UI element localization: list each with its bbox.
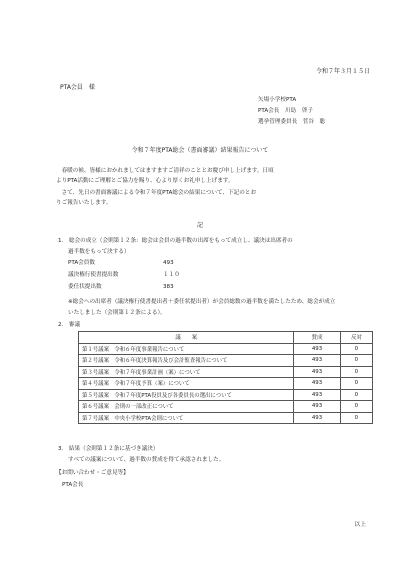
- votes-yes: 493: [294, 378, 340, 390]
- section1-heading: 1. 総会の成立（会則第１２条：総会は会員の過半数の出席をもって成立し、議決は出席者の: [58, 238, 293, 244]
- section3-text: すべての議案について、過半数の賛成を得て承認されました。: [68, 457, 225, 463]
- sender-chair: PTA会長 川島 啓子: [258, 108, 313, 114]
- votes-no: 0: [340, 412, 372, 424]
- closing-mark: 以上: [354, 522, 366, 528]
- agenda-header-row: [79, 332, 373, 344]
- members-label: PTA会員数: [68, 260, 95, 266]
- votes-yes: 493: [294, 343, 340, 355]
- quorum-note-2: いたしました（会則第１２条による）。: [68, 310, 166, 316]
- ki-heading: 記: [196, 222, 203, 229]
- votes-yes: 493: [294, 412, 340, 424]
- proxies-value: 383: [163, 284, 174, 290]
- contact-heading: 【お問い合わせ・ご意見等】: [56, 470, 129, 476]
- sender-committee: 選挙管理委員長 菅谷 聡: [258, 119, 326, 125]
- section3-heading: 3. 結果（会則第１２条に基づき議決）: [58, 446, 159, 452]
- table-row: [79, 366, 373, 378]
- table-row: [79, 401, 373, 413]
- votes-no: 0: [340, 366, 372, 378]
- members-value: 493: [163, 260, 174, 266]
- agenda-item: 第２号議案 令和６年度決算報告及び会計監査報告について: [79, 355, 294, 367]
- votes-no: 0: [340, 343, 372, 355]
- column-header-item: 議 案: [79, 332, 294, 344]
- section2-heading: 2. 審議: [58, 322, 81, 328]
- intro-line-4: りご報告いたします。: [56, 200, 112, 206]
- table-row: [79, 378, 373, 390]
- intro-line-2: よりPTA活動にご理解とご協力を賜り、心より厚くお礼申し上げます。: [56, 178, 234, 184]
- agenda-item: 第４号議案 令和７年度予算（案）について: [79, 378, 294, 390]
- votes-no: 0: [340, 401, 372, 413]
- votes-yes: 493: [294, 401, 340, 413]
- agenda-table: [78, 331, 373, 424]
- table-row: [79, 412, 373, 424]
- document-date: 令和７年３月１５日: [315, 68, 370, 75]
- votes-no: 0: [340, 355, 372, 367]
- intro-line-3: さて、先日の書面審議による令和７年度PTA総会の結果について、下記のとお: [56, 190, 257, 196]
- votes-yes: 493: [294, 366, 340, 378]
- votes-no: 0: [340, 378, 372, 390]
- agenda-item: 第６号議案 会則の一部改正について: [79, 401, 294, 413]
- sender-org: 矢場小学校PTA: [258, 97, 297, 103]
- contact-line: PTA会長: [62, 482, 84, 488]
- addressee: PTA会員 様: [60, 84, 95, 91]
- column-header-no: 反対: [340, 332, 372, 344]
- agenda-item: 第３号議案 令和７年度事業計画（案）について: [79, 366, 294, 378]
- table-row: [79, 389, 373, 401]
- agenda-item: 第１号議案 令和６年度事業報告について: [79, 343, 294, 355]
- table-row: [79, 355, 373, 367]
- section1-heading-cont: 過半数をもって決する）: [68, 249, 130, 255]
- votes-no: 0: [340, 389, 372, 401]
- intro-line-1: 春暖の候、皆様におかれましてはますますご清祥のこととお慶び申し上げます。日頃: [56, 168, 274, 174]
- agenda-item: 第７号議案 中央小学校PTA会則について: [79, 412, 294, 424]
- proxies-label: 委任状提出数: [68, 284, 102, 290]
- votes-yes: 493: [294, 355, 340, 367]
- document-title: 令和７年度PTA総会（書面審議）結果報告について: [131, 147, 269, 154]
- ballots-label: 議決権行使書提出数: [68, 272, 119, 278]
- ballots-value: １１０: [163, 272, 180, 278]
- agenda-item: 第５号議案 令和７年度PTA役員及び各委員長の選出について: [79, 389, 294, 401]
- quorum-note-1: ※総会への出席者（議決権行使書提出者＋委任状提出者）が会員総数の過半数を満たしたため、総会が成立: [68, 299, 336, 305]
- column-header-yes: 賛成: [294, 332, 340, 344]
- votes-yes: 493: [294, 389, 340, 401]
- table-row: [79, 343, 373, 355]
